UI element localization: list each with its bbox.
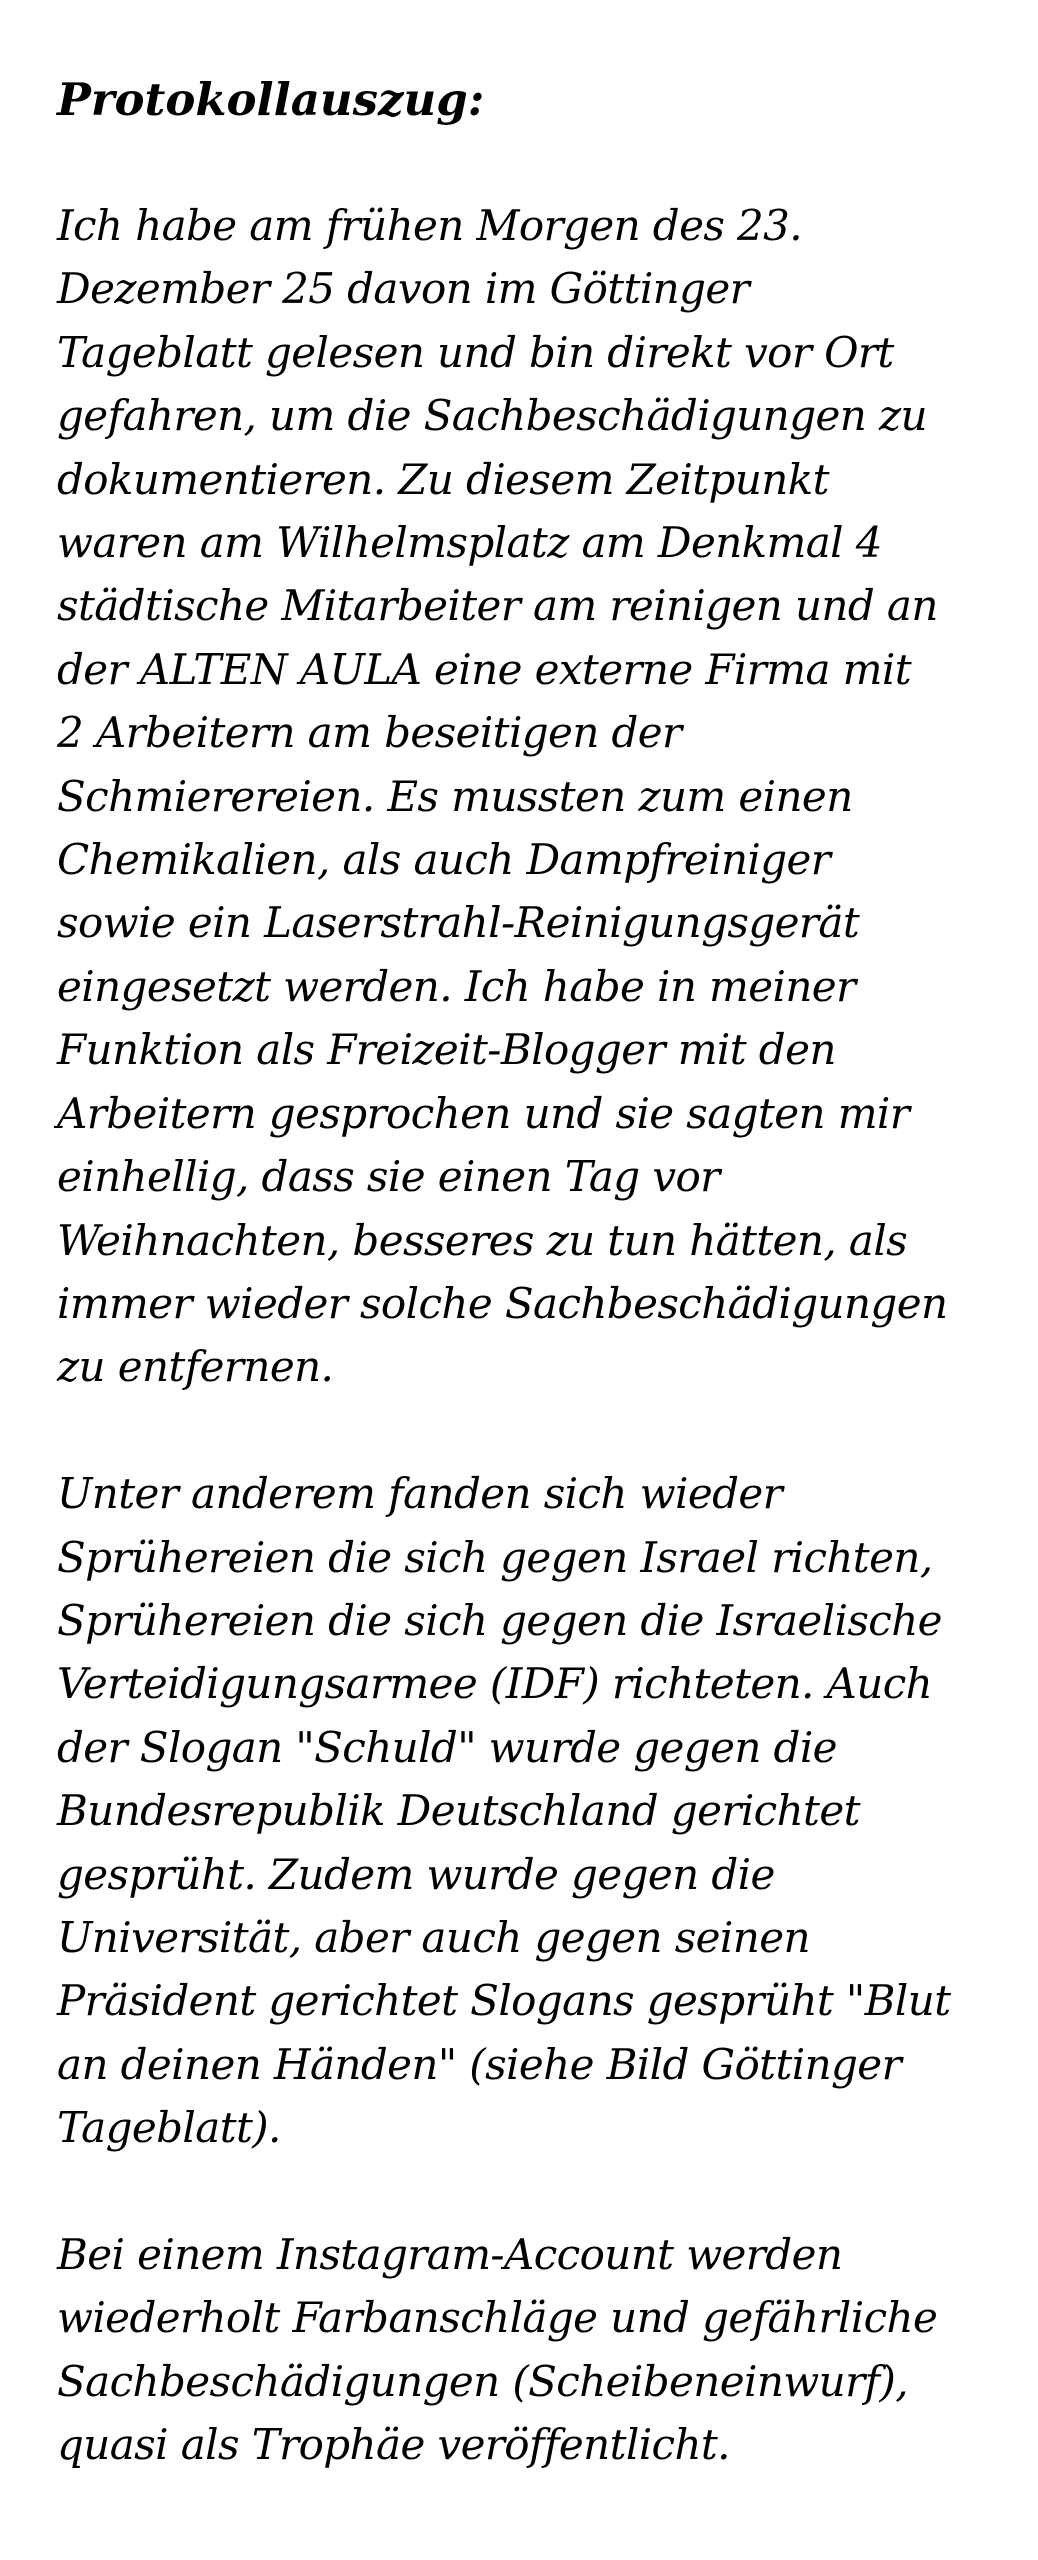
text-line: Arbeitern gesprochen und sie sagten mir xyxy=(57,1088,910,1138)
text-line: Sachbeschädigungen (Scheibeneinwurf), xyxy=(57,2356,909,2406)
text-line: gesprüht. Zudem wurde gegen die xyxy=(57,1849,775,1899)
paragraph-2 xyxy=(57,1462,1007,2159)
text-line: Ich habe am frühen Morgen des 23. xyxy=(57,201,803,250)
text-line: Dezember 25 davon im Göttinger xyxy=(57,264,750,314)
text-line: der ALTEN AULA eine externe Firma mit xyxy=(57,644,911,694)
heading-spacer xyxy=(57,131,1007,194)
paragraph-1 xyxy=(57,194,1007,1399)
text-line: Tageblatt). xyxy=(57,2103,281,2153)
text-line: Funktion als Freizeit-Blogger mit den xyxy=(57,1025,836,1075)
text-line: immer wieder solche Sachbeschädigungen xyxy=(57,1278,948,1328)
text-line: Verteidigungsarmee (IDF) richteten. Auch xyxy=(57,1659,933,1709)
paragraph-3 xyxy=(57,2223,1007,2477)
text-line: 2 Arbeitern am beseitigen der xyxy=(57,708,682,758)
text-line: waren am Wilhelmsplatz am Denkmal 4 xyxy=(57,518,882,568)
document-page xyxy=(57,68,1007,2477)
text-line: städtische Mitarbeiter am reinigen und an xyxy=(57,581,938,631)
text-line: Schmierereien. Es mussten zum einen xyxy=(57,771,853,821)
text-line: Chemikalien, als auch Dampfreiniger xyxy=(57,835,831,885)
text-line: zu entfernen. xyxy=(57,1342,334,1392)
text-line: an deinen Händen" (siehe Bild Göttinger xyxy=(57,2039,902,2089)
text-line: Sprühereien die sich gegen die Israelische xyxy=(57,1595,942,1645)
text-line: sowie ein Laserstrahl-Reinigungsgerät xyxy=(57,898,860,948)
text-line: gefahren, um die Sachbeschädigungen zu xyxy=(57,391,927,441)
text-line: Tageblatt gelesen und bin direkt vor Ort xyxy=(57,327,894,377)
paragraph-spacer xyxy=(57,1399,1007,1462)
text-line: wiederholt Farbanschläge und gefährliche xyxy=(57,2293,938,2343)
text-line: Präsident gerichtet Slogans gesprüht "Blut xyxy=(57,1976,951,2026)
text-line: Unter anderem fanden sich wieder xyxy=(57,1469,783,1519)
text-line: einhellig, dass sie einen Tag vor xyxy=(57,1152,720,1202)
document-body xyxy=(57,194,1007,2477)
text-line: Bei einem Instagram-Account werden xyxy=(57,2229,843,2279)
paragraph-spacer xyxy=(57,2160,1007,2223)
text-line: Weihnachten, besseres zu tun hätten, als xyxy=(57,1215,908,1265)
text-line: Bundesrepublik Deutschland gerichtet xyxy=(57,1786,860,1836)
text-line: eingesetzt werden. Ich habe in meiner xyxy=(57,961,856,1011)
text-line: quasi als Trophäe veröffentlicht. xyxy=(57,2420,730,2470)
text-line: Sprühereien die sich gegen Israel richten, xyxy=(57,1532,933,1582)
text-line: der Slogan "Schuld" wurde gegen die xyxy=(57,1722,837,1772)
text-line: Universität, aber auch gegen seinen xyxy=(57,1912,810,1962)
text-line: dokumentieren. Zu diesem Zeitpunkt xyxy=(57,454,829,504)
document-heading: Protokollauszug: xyxy=(57,73,485,126)
